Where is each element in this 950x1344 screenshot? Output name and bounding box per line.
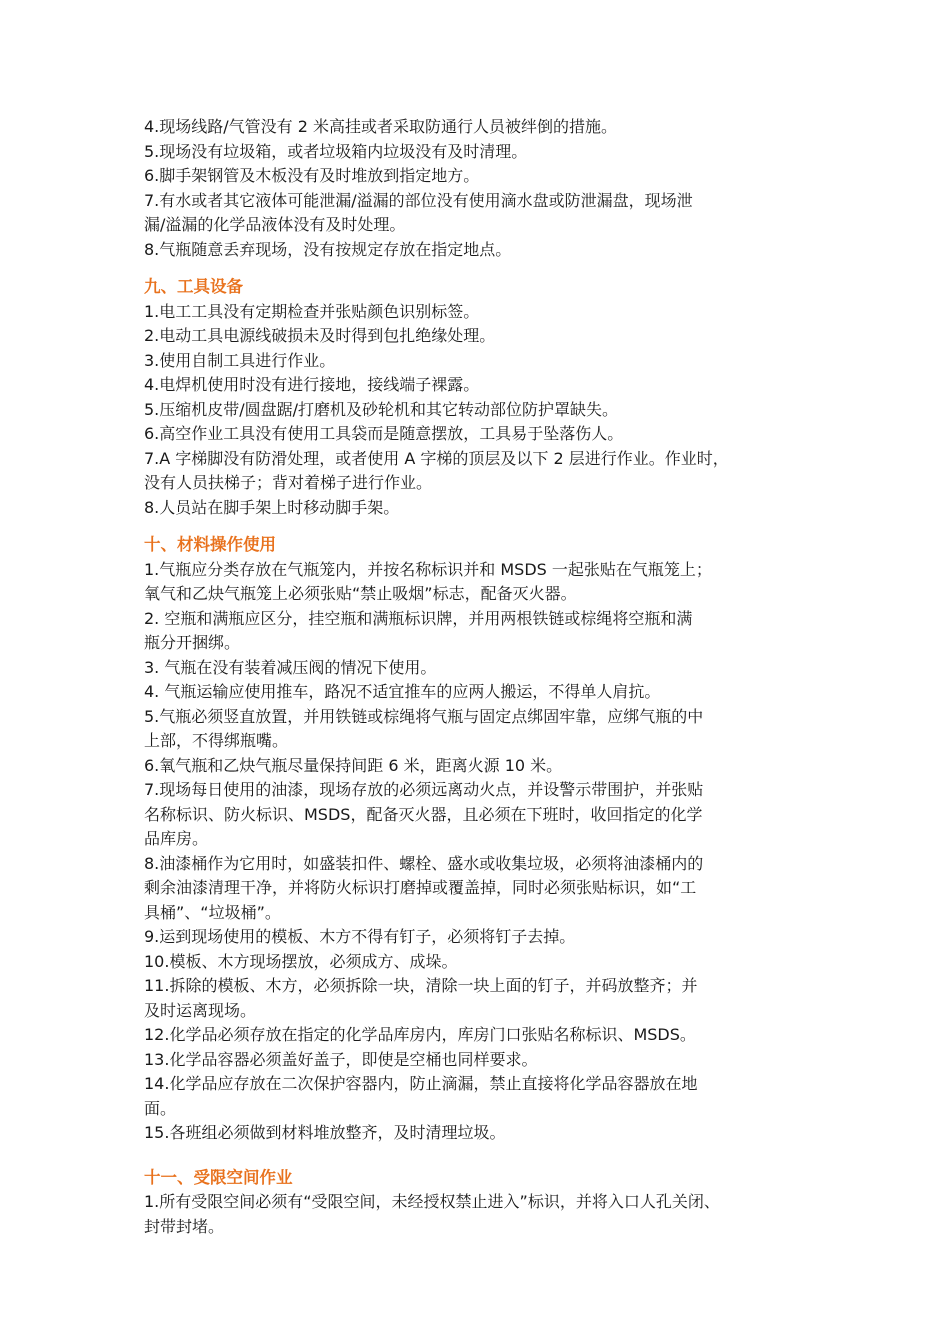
section-confined-space (144, 1166, 810, 1240)
list-item: 封带封堵。 (144, 1216, 225, 1236)
list-item: 7.现场每日使用的油漆，现场存放的必须远离动火点，并设警示带围护，并张贴 (144, 780, 704, 799)
list-item: 具桶”、“垃圾桶”。 (144, 902, 281, 922)
list-item: 1.所有受限空间必须有“受限空间，未经授权禁止进入”标识，并将入口人孔关闭、 (144, 1192, 720, 1211)
intro-list (144, 115, 810, 262)
list-item: 及时运离现场。 (144, 1000, 257, 1020)
list-item: 6.氧气瓶和乙炔气瓶尽量保持间距 6 米，距离火源 10 米。 (144, 755, 563, 775)
list-item: 名称标识、防火标识、MSDS，配备灭火器，且必须在下班时，收回指定的化学 (144, 804, 703, 824)
list-item: 12.化学品必须存放在指定的化学品库房内，库房门口张贴名称标识、MSDS。 (144, 1025, 696, 1044)
list-item: 没有人员扶梯子；背对着梯子进行作业。 (144, 473, 433, 492)
list-item: 1.电工工具没有定期检查并张贴颜色识别标签。 (144, 301, 480, 321)
list-item: 4. 气瓶运输应使用推车，路况不适宜推车的应两人搬运，不得单人肩抗。 (144, 682, 661, 701)
list-item: 8.油漆桶作为它用时，如盛装扣件、螺栓、盛水或收集垃圾，必须将油漆桶内的 (144, 853, 704, 873)
list-item: 2. 空瓶和满瓶应区分，挂空瓶和满瓶标识牌，并用两根铁链或棕绳将空瓶和满 (144, 608, 693, 628)
list-item: 瓶分开捆绑。 (144, 633, 241, 652)
list-item: 9.运到现场使用的模板、木方不得有钉子，必须将钉子去掉。 (144, 927, 576, 946)
list-item: 5.压缩机皮带/圆盘踞/打磨机及砂轮机和其它转动部位防护罩缺失。 (144, 399, 619, 419)
list-item: 5.现场没有垃圾箱，或者垃圾箱内垃圾没有及时清理。 (144, 141, 528, 161)
list-item: 10.模板、木方现场摆放，必须成方、成垛。 (144, 951, 458, 971)
list-item: 3.使用自制工具进行作业。 (144, 350, 336, 370)
section-heading: 十、材料操作使用 (144, 535, 276, 554)
list-item: 7.A 字梯脚没有防滑处理，或者使用 A 字梯的顶层及以下 2 层进行作业。作业时， (144, 448, 729, 468)
list-item: 漏/溢漏的化学品液体没有及时处理。 (144, 215, 406, 234)
list-item: 8.气瓶随意丢弃现场，没有按规定存放在指定地点。 (144, 239, 512, 259)
list-item: 氧气和乙炔气瓶笼上必须张贴“禁止吸烟”标志，配备灭火器。 (144, 584, 577, 603)
list-item: 8.人员站在脚手架上时移动脚手架。 (144, 497, 400, 517)
section-materials (144, 533, 810, 1146)
list-item: 6.脚手架钢管及木板没有及时堆放到指定地方。 (144, 166, 480, 185)
document-page (144, 115, 810, 1239)
list-item: 15.各班组必须做到材料堆放整齐，及时清理垃圾。 (144, 1123, 506, 1142)
list-item: 4.电焊机使用时没有进行接地，接线端子裸露。 (144, 375, 480, 394)
section-tools (144, 275, 810, 520)
list-item: 7.有水或者其它液体可能泄漏/溢漏的部位没有使用滴水盘或防泄漏盘，现场泄 (144, 190, 693, 210)
list-item: 6.高空作业工具没有使用工具袋而是随意摆放，工具易于坠落伤人。 (144, 424, 624, 443)
list-item: 3. 气瓶在没有装着减压阀的情况下使用。 (144, 657, 437, 677)
list-item: 上部，不得绑瓶嘴。 (144, 731, 289, 750)
list-item: 14.化学品应存放在二次保护容器内，防止滴漏，禁止直接将化学品容器放在地 (144, 1074, 698, 1093)
list-item: 1.气瓶应分类存放在气瓶笼内，并按名称标识并和 MSDS 一起张贴在气瓶笼上； (144, 559, 712, 579)
list-item: 5.气瓶必须竖直放置，并用铁链或棕绳将气瓶与固定点绑固牢靠，应绑气瓶的中 (144, 706, 704, 726)
section-heading: 十一、受限空间作业 (144, 1167, 293, 1187)
list-item: 品库房。 (144, 829, 209, 848)
list-item: 13.化学品容器必须盖好盖子，即使是空桶也同样要求。 (144, 1049, 538, 1069)
list-item: 面。 (144, 1098, 177, 1118)
list-item: 剩余油漆清理干净，并将防火标识打磨掉或覆盖掉，同时必须张贴标识，如“工 (144, 878, 697, 897)
list-item: 2.电动工具电源线破损未及时得到包扎绝缘处理。 (144, 326, 496, 345)
list-item: 4.现场线路/气管没有 2 米高挂或者采取防通行人员被绊倒的措施。 (144, 117, 618, 136)
section-heading: 九、工具设备 (144, 277, 243, 296)
list-item: 11.拆除的模板、木方，必须拆除一块，清除一块上面的钉子，并码放整齐；并 (144, 976, 698, 995)
